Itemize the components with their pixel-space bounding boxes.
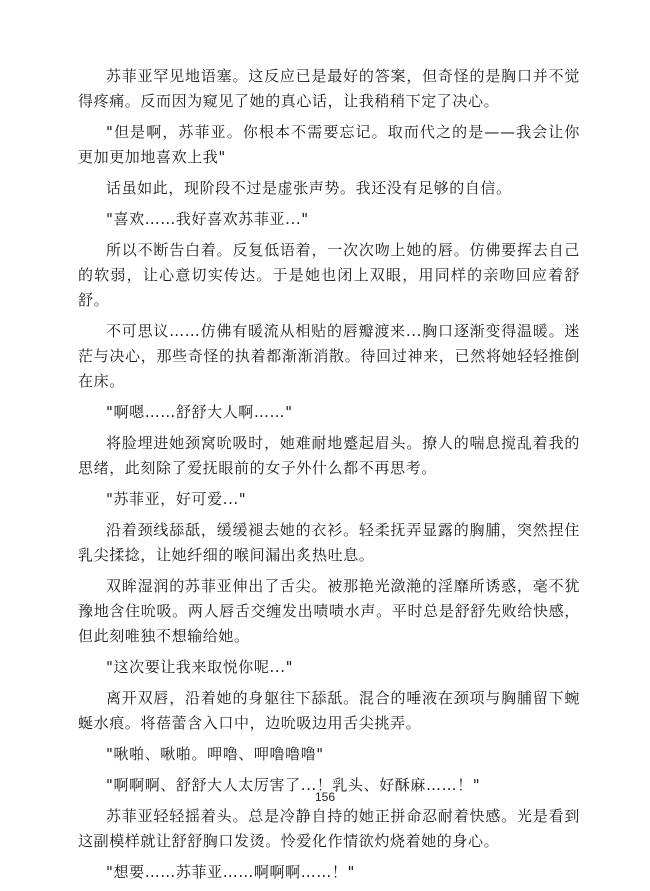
paragraph-12: "这次要让我来取悦你呢...": [106, 658, 294, 676]
paragraph-1: 苏菲亚罕见地语塞。这反应已是最好的答案，但奇怪的是胸口并不觉得疼痛。反而因为窥见了她的真心话，让我稍稍下定了决心。: [78, 67, 580, 110]
paragraph-11: 双眸湿润的苏菲亚伸出了舌尖。被那艳光潋滟的淫靡所诱惑，毫不犹豫地含住吮吸。两人唇舌交缠发出啧啧水声。平时总是舒舒先败给快感，但此刻唯独不想输给她。: [78, 577, 580, 645]
paragraph-6: 不可思议……仿佛有暖流从相贴的唇瓣渡来...胸口逐渐变得温暖。迷茫与决心，那些奇怪的执着都渐渐消散。待回过神来，已然将她轻轻推倒在床。: [78, 322, 580, 390]
paragraph-9: "苏菲亚，好可爱...": [106, 490, 247, 508]
page-body: [78, 64, 580, 891]
paragraph-16: 苏菲亚轻轻摇着头。总是冷静自持的她正拼命忍耐着快感。光是看到这副模样就让舒舒胸口发烫。怜爱化作情欲灼烧着她的身心。: [78, 807, 580, 850]
paragraph-4: "喜欢……我好喜欢苏菲亚...": [106, 210, 309, 228]
paragraph-15: "啊啊啊、舒舒大人太厉害了...！乳头、好酥麻……！": [106, 776, 481, 794]
paragraph-5: 所以不断告白着。反复低语着，一次次吻上她的唇。仿佛要挥去自己的软弱，让心意切实传达。于是她也闭上双眼，用同样的亲吻回应着舒舒。: [78, 241, 580, 309]
paragraph-13: 离开双唇，沿着她的身躯往下舔舐。混合的唾液在颈项与胸脯留下蜿蜒水痕。将蓓蕾含入口中，边吮吸边用舌尖挑弄。: [78, 689, 580, 732]
paragraph-10: 沿着颈线舔舐，缓缓褪去她的衣衫。轻柔抚弄显露的胸脯，突然捏住乳尖揉捻，让她纤细的喉间漏出炙热吐息。: [78, 521, 580, 564]
paragraph-7: "啊嗯……舒舒大人啊……": [106, 403, 293, 421]
paragraph-3: 话虽如此，现阶段不过是虚张声势。我还没有足够的自信。: [106, 179, 512, 197]
paragraph-8: 将脸埋进她颈窝吮吸时，她难耐地蹙起眉头。撩人的喘息搅乱着我的思绪，此刻除了爱抚眼前的女子外什么都不再思考。: [78, 434, 580, 477]
paragraph-17: "想要……苏菲亚……啊啊啊……！": [106, 863, 355, 881]
page-number: 156: [314, 790, 336, 804]
paragraph-14: "啾啪、啾啪。呷噜、呷噜噜噜": [106, 745, 324, 763]
paragraph-2: "但是啊，苏菲亚。你根本不需要忘记。取而代之的是——我会让你更加更加地喜欢上我": [78, 123, 580, 166]
